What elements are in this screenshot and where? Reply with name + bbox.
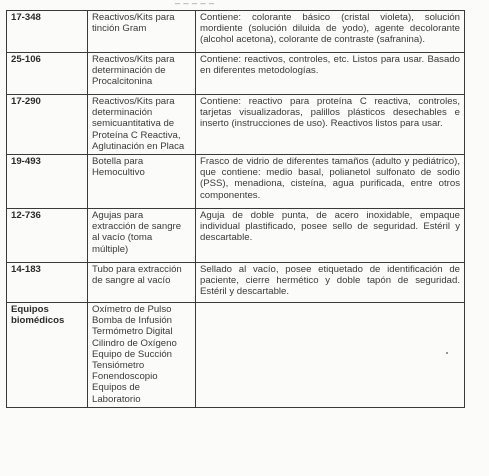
product-line: Equipos de (92, 382, 141, 394)
row-product (88, 263, 196, 303)
row-description: Sellado al vacío, posee etiquetado de identificación de paciente, cierre hermético y doble tapón de seguridad. Estéril y descartable. (196, 263, 465, 303)
row-product (88, 11, 196, 53)
row-product (88, 155, 196, 209)
table-row (7, 155, 465, 209)
row-description: Frasco de vidrio de diferentes tamaños (adulto y pediátrico), que contiene: medio basal, polianetol sulfonato de sodio (PSS), menadiona, cisteína, agua purificada, entre otros componentes. (196, 155, 465, 209)
table-row (7, 263, 465, 303)
product-line: Cilindro de Oxígeno (92, 337, 177, 349)
row-description: Aguja de doble punta, de acero inoxidable, empaque individual plastificado, posee sello de seguridad. Estéril y descartable. (196, 209, 465, 263)
product-line: determinación de (92, 65, 166, 77)
table-row (7, 95, 465, 155)
row-code: 17-290 (7, 95, 88, 155)
products-table (6, 10, 465, 408)
row-code: 19-493 (7, 155, 88, 209)
product-line: Bomba de Infusión (92, 315, 173, 327)
product-line: Equipo de Succión (92, 348, 173, 360)
product-line: Reactivos/Kits para (92, 96, 175, 107)
product-line: Proteína C Reactiva, (92, 129, 181, 141)
row-description (196, 303, 465, 408)
row-code: 25-106 (7, 53, 88, 95)
product-line: Tubo para extracción (92, 264, 182, 276)
row-code: 17-348 (7, 11, 88, 53)
row-product (88, 209, 196, 263)
product-line: extracción de sangre (92, 221, 182, 233)
product-line: determinación (92, 107, 153, 119)
product-line: al vacío (toma (92, 232, 153, 244)
product-line: Laboratorio (92, 393, 141, 405)
table-row (7, 303, 465, 408)
header-fragment (175, 0, 215, 4)
product-line: Reactivos/Kits para (92, 54, 175, 65)
product-line: Aglutinación en Placa (92, 140, 185, 152)
row-product (88, 95, 196, 155)
table-row (7, 11, 465, 53)
product-line: de sangre al vacío (92, 275, 171, 287)
product-line: Hemocultivo (92, 167, 145, 179)
product-line: tinción Gram (92, 23, 147, 35)
row-code: 12-736 (7, 209, 88, 263)
product-line: Reactivos/Kits para (92, 12, 175, 23)
product-line: Tensiómetro (92, 360, 145, 372)
row-description: Contiene: colorante básico (cristal violeta), solución mordiente (solución diluida de yodo), agente decolorante (alcohol acetona), colorante de contraste (safranina). (196, 11, 465, 53)
product-line: Termómetro Digital (92, 326, 173, 338)
product-line: Fonendoscopio (92, 371, 158, 383)
product-line: Procalcitonina (92, 76, 153, 88)
row-code: 14-183 (7, 263, 88, 303)
row-code: Equipos biomédicos (7, 303, 88, 408)
product-line: semicuantitativa de (92, 118, 175, 130)
product-line: Oxímetro de Pulso (92, 304, 172, 316)
row-description: Contiene: reactivos, controles, etc. Listos para usar. Basado en diferentes metodologías. (196, 53, 465, 95)
scan-speck (446, 352, 448, 354)
row-product (88, 303, 196, 408)
product-line: Botella para (92, 156, 144, 168)
row-product (88, 53, 196, 95)
product-line: múltiple) (92, 243, 129, 255)
table-row (7, 209, 465, 263)
table-row (7, 53, 465, 95)
row-description: Contiene: reactivo para proteína C reactiva, controles, tarjetas visualizadoras, palillos plásticos desechables e inserto (instrucciones de uso). Reactivos listos para usar. (196, 95, 465, 155)
product-line: Agujas para (92, 210, 144, 222)
